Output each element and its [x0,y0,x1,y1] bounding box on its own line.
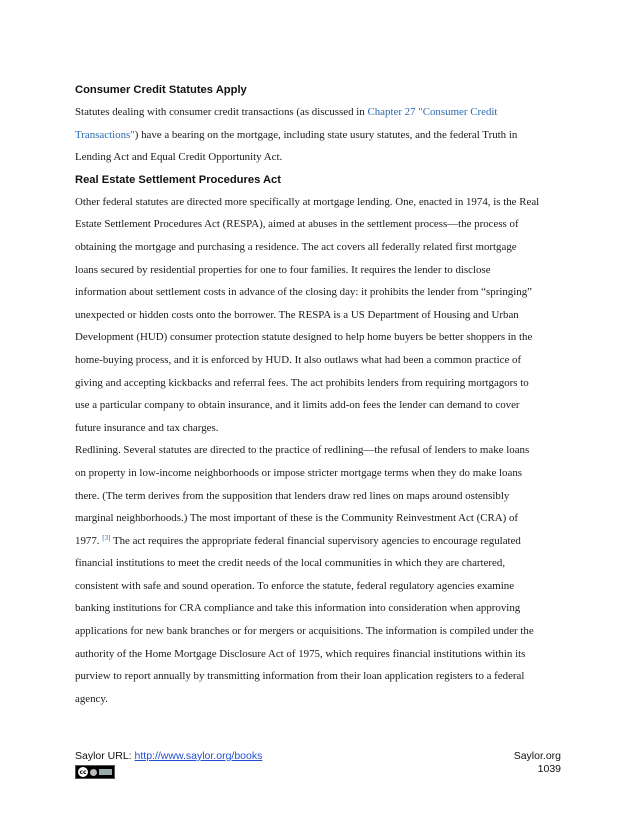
heading-respa: Real Estate Settlement Procedures Act [75,173,282,186]
text-line: giving and accepting kickbacks and referral fees. The act prohibits lenders from requiring mortgagors to [75,376,529,389]
saylor-books-link[interactable]: http://www.saylor.org/books [134,750,263,762]
text-line: there. (The term derives from the supposition that lenders draw red lines on maps around ostensibly [75,489,510,502]
chapter-27-link-cont[interactable]: Transactions" [75,128,135,141]
footer-url-label: Saylor URL: [75,750,135,762]
text-line: financial institutions to meet the credit needs of the local communities in which they are chartered, [75,557,506,570]
text-line: applications for new bank branches or for mergers or acquisitions. The information is compiled under the [75,625,534,638]
heading-consumer-credit: Consumer Credit Statutes Apply [75,84,247,96]
footnote-3-link[interactable]: [3] [102,533,111,542]
text-line: authority of the Home Mortgage Disclosure Act of 1975, which requires financial institutions within its [75,647,526,660]
text-line: banking institutions for CRA compliance and take this information into consideration when approving [75,602,521,615]
text-line: Estate Settlement Procedures Act (RESPA), aimed at abuses in the settlement process—the process of [75,218,519,231]
text-line: marginal neighborhoods.) The most important of these is the Community Reinvestment Act (CRA) of [75,512,519,525]
footer-site: Saylor.org [513,750,561,762]
text-line: home-buying process, and it is enforced by HUD. It also outlaws what had been a common practice of [75,353,522,366]
text-line: obtaining the mortgage and purchasing a residence. The act covers all federally related first mortgage [75,240,517,253]
text-line: agency. [75,692,108,705]
text-line: Lending Act and Equal Credit Opportunity Act. [75,151,283,164]
text-line: Redlining. Several statutes are directed to the practice of redlining—the refusal of lenders to make loans [75,444,530,457]
text-line: loans secured by residential properties for one to four families. It requires the lender to disclose [75,263,491,276]
text-line: Transactions") have a bearing on the mortgage, including state usury statutes, and the federal Truth in [75,128,518,141]
text-line: on property in low-income neighborhoods or impose stricter mortgage terms when they do make loans [75,466,523,479]
chapter-27-link[interactable]: Chapter 27 "Consumer Credit [367,106,498,118]
text-line: 1977. [3] The act requires the appropriate federal financial supervisory agencies to encourage regulated [75,533,521,547]
text-line: purview to report annually by transmitting information from their loan application registers to a federal [75,670,525,683]
page-number: 1039 [537,763,561,775]
by-icon [90,769,97,776]
creative-commons-badge-icon [75,765,115,779]
text-line: use a particular company to obtain insurance, and it limits add-on fees the lender can demand to cover [75,399,520,412]
text-line: information about settlement costs in advance of the closing day: it prohibits the lender from “springing” [75,286,532,299]
text-line: future insurance and tax charges. [75,421,219,434]
cc-icon: cc [79,768,87,776]
paragraph-redlining [75,439,561,710]
license-bar [99,769,112,775]
text-line: Development (HUD) consumer protection statute designed to help home buyers be better shoppers in the [75,331,533,344]
paragraph-consumer-credit [75,101,561,169]
text-line: Statutes dealing with consumer credit transactions (as discussed in Chapter 27 "Consumer Credit [75,106,498,118]
text-line: Other federal statutes are directed more specifically at mortgage lending. One, enacted in 1974, is the Real [75,195,540,208]
text-line: consistent with safe and sound operation. To enforce the statute, federal regulatory agencies examine [75,579,515,592]
content-area [75,79,561,710]
paragraph-respa [75,191,561,440]
footer-url-line [75,750,262,762]
text-line: unexpected or hidden costs onto the borrower. The RESPA is a US Department of Housing and Urban [75,308,519,321]
footer-right [514,750,561,776]
